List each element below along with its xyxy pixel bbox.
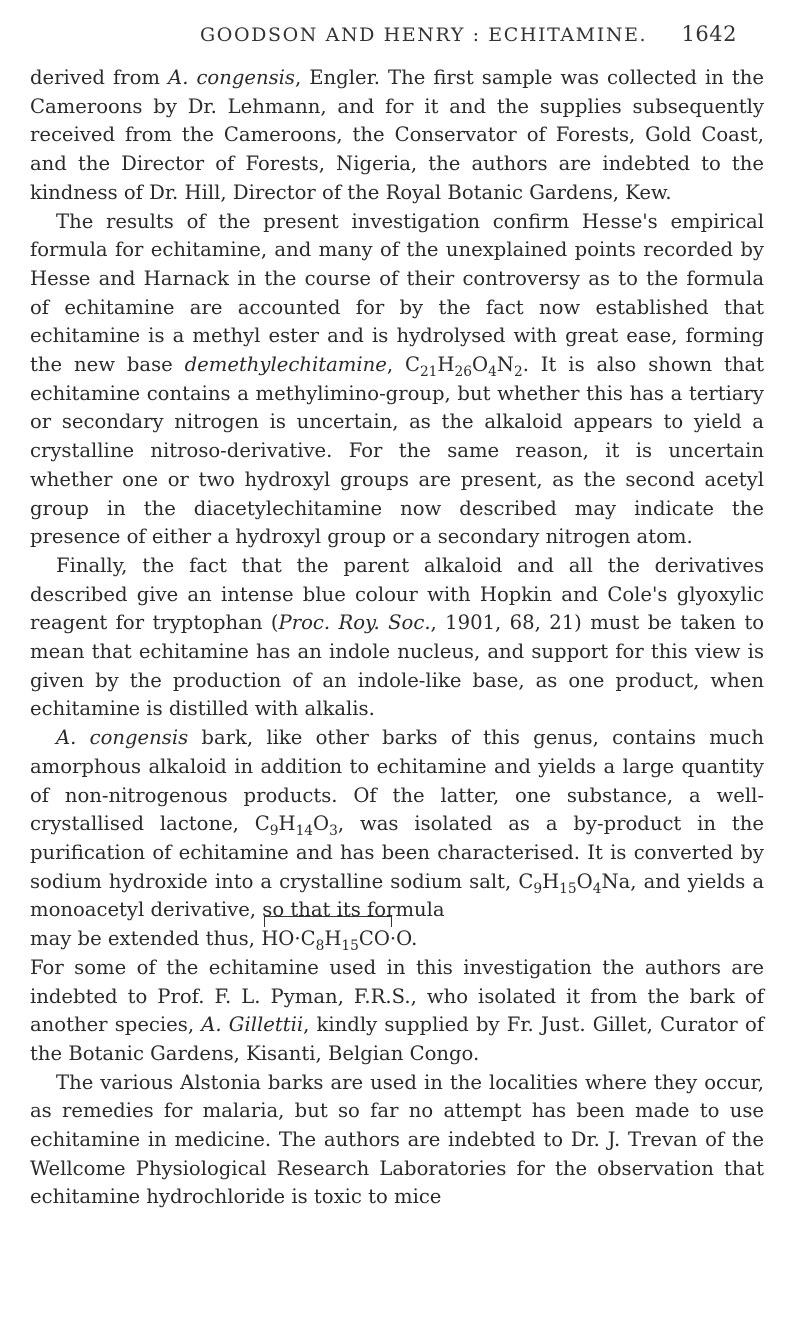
compound-name: demethylechitamine (184, 353, 387, 377)
paragraph-4: A. congensis bark, like other barks of this genus, contains much amorphous alkaloid in addition to echitamine and yields a large quantity of non-nitrogenous products. Of the latter, one substance, a well-crystallised lactone, $C_9H_{14}O_3$, was isolated as a by-product in the purification of echitamine and has been characterised. It is converted by sodium hydroxide into a crystalline sodium salt, $C_9H_{15}O_4Na$, and yields a monoacetyl derivative, so that its formula (30, 726, 764, 922)
paragraph-5: For some of the echitamine used in this investigation the authors are indebted to Prof. F. L. Pyman, F.R.S., who isolated it from the bark of another species, A. Gillettii, kindly supplied by Fr. Just. Gillet, Curator of the Botanic Gardens, Kisanti, Belgian Congo. (30, 955, 765, 1065)
species-name: A. congensis (56, 726, 189, 750)
paragraph-3: Finally, the fact that the parent alkaloid and all the derivatives described give an intense blue colour with Hopkin and Cole's glyoxylic reagent for tryptophan (Proc. Roy. Soc., 1901, 68, 21) must be taken to mean that echitamine has an indole nucleus, and support for this view is given by the production of an indole-like base, as one product, when echitamine is distilled with alkalis. (30, 553, 764, 721)
paragraph-2: The results of the present investigation confirm Hesse's empirical formula for echitamine, and many of the unexplained points recorded by Hesse and Harnack in the course of their controversy as to the formula of echitamine are accounted for by the fact now established that echitamine is a methyl ester and is hydrolysed with great ease, forming the new base demethylechitamine, $C_{21}H_{26}O_4N_2$. It is also shown that echitamine contains a methylimino-group, but whether this has a tertiary or secondary nitrogen is uncertain, as the alkaloid appears to yield a crystalline nitroso-derivative. For the same reason, it is uncertain whether one or two hydroxyl groups are present, as the second acetyl group in the diacetylechitamine now described may indicate the presence of either a hydroxyl group or a secondary nitrogen atom. (30, 209, 765, 549)
page-number: 1642 (681, 22, 737, 46)
running-title: GOODSON AND HENRY : ECHITAMINE. (200, 24, 648, 46)
lactone-ring-bracket (264, 916, 392, 927)
species-name: A. congensis (168, 66, 295, 89)
running-header (200, 18, 737, 54)
lactone-formula-line: may be extended thus, $HO\cdot C_8H_{15}CO\cdot O$. (30, 925, 764, 954)
species-name: A. Gillettii (201, 1013, 304, 1037)
article-body (30, 64, 764, 1212)
paragraph-1: derived from A. congensis, Engler. The first sample was collected in the Cameroons by Dr. Lehmann, and for it and the supplies subsequently received from the Cameroons, the Conservator of Forests, Gold Coast, and the Director of Forests, Nigeria, the authors are indebted to the kindness of Dr. Hill, Director of the Royal Botanic Gardens, Kew. (30, 66, 764, 204)
paragraph-6: The various Alstonia barks are used in the localities where they occur, as remedies for malaria, but so far no attempt has been made to use echitamine in medicine. The authors are indebted to Dr. J. Trevan of the Wellcome Physiological Research Laboratories for the observation that echitamine hydrochloride is toxic to mice (30, 1070, 764, 1209)
journal-citation: Proc. Roy. Soc. (278, 611, 431, 635)
